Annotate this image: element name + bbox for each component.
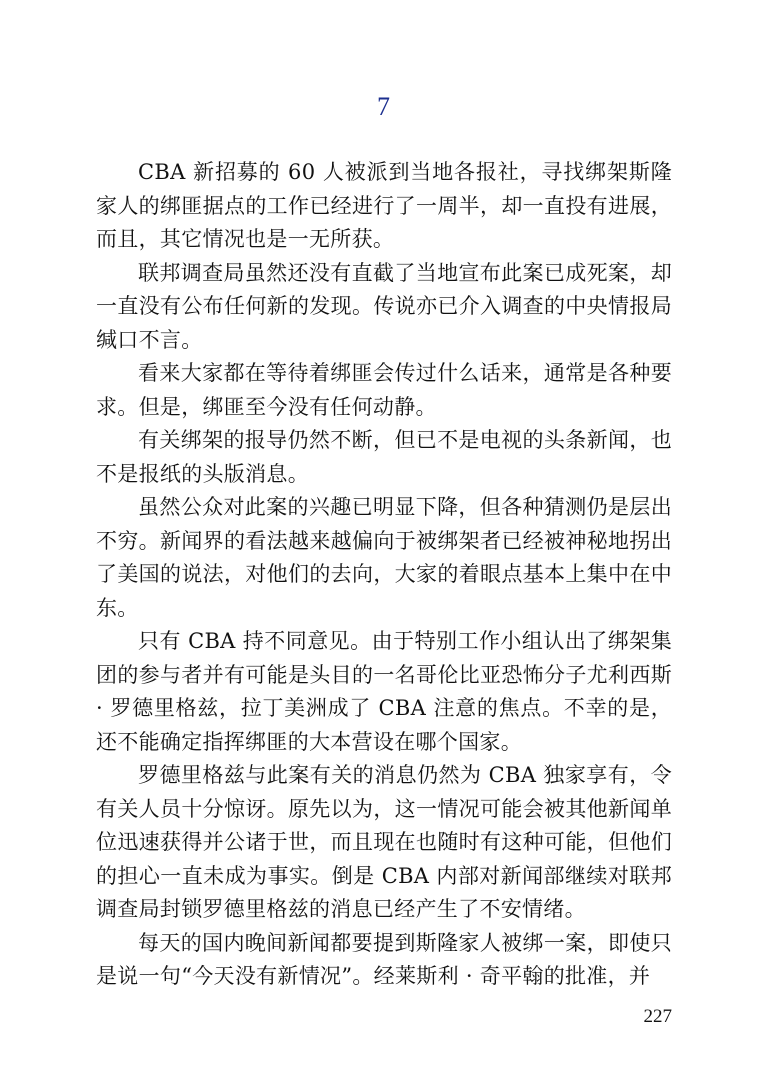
page-number: 227: [643, 1006, 672, 1027]
body-text: [96, 156, 672, 994]
paragraph: 只有 CBA 持不同意见。由于特别工作小组认出了绑架集团的参与者并有可能是头目的一名哥伦比亚恐怖分子尤利西斯 · 罗德里格兹，拉丁美洲成了 CBA 注意的焦点。不幸的是，还不能确定指挥绑匪的大本营设在哪个国家。: [96, 629, 672, 754]
paragraph: 罗德里格兹与此案有关的消息仍然为 CBA 独家享有，令有关人员十分惊讶。原先以为，这一情况可能会被其他新闻单位迅速获得并公诸于世，而且现在也随时有这种可能，但他们的担心一直未成为事实。倒是 CBA 内部对新闻部继续对联邦调查局封锁罗德里格兹的消息已经产生了不安情绪。: [96, 763, 672, 921]
paragraph: CBA 新招募的 60 人被派到当地各报社，寻找绑架斯隆家人的绑匪据点的工作已经进行了一周半，却一直投有进展，而且，其它情况也是一无所获。: [96, 160, 672, 251]
paragraph: 看来大家都在等待着绑匪会传过什么话来，通常是各种要求。但是，绑匪至今没有任何动静。: [96, 361, 672, 419]
chapter-number: 7: [377, 92, 390, 121]
paragraph: 每天的国内晚间新闻都要提到斯隆家人被绑一案，即使只是说一句“今天没有新情况”。经莱斯利 · 奇平翰的批准，并: [96, 930, 672, 988]
paragraph: 有关绑架的报导仍然不断，但已不是电视的头条新闻，也不是报纸的头版消息。: [96, 428, 672, 486]
paragraph: 联邦调查局虽然还没有直截了当地宣布此案已成死案，却一直没有公布任何新的发现。传说亦已介入调查的中央情报局缄口不言。: [96, 260, 672, 352]
paragraph: 虽然公众对此案的兴趣已明显下降，但各种猜测仍是层出不穷。新闻界的看法越来越偏向于被绑架者已经被神秘地拐出了美国的说法，对他们的去向，大家的着眼点基本上集中在中东。: [96, 495, 672, 620]
